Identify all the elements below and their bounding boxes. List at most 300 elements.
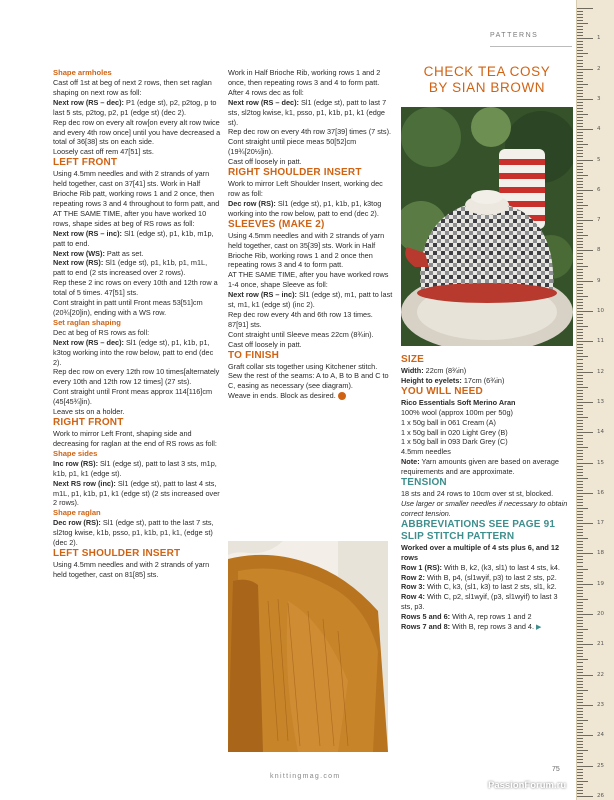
- ruler-tick: [577, 284, 583, 285]
- ruler-tick: [577, 435, 583, 436]
- ruler-tick: [577, 717, 583, 718]
- ruler-tick: [577, 302, 583, 303]
- ruler-label: 5: [597, 156, 601, 163]
- ruler-tick: [577, 684, 583, 685]
- ruler-tick: [577, 720, 588, 721]
- ruler-tick: [577, 505, 583, 506]
- ruler-tick: [577, 126, 583, 127]
- ruler-tick: [577, 459, 583, 460]
- ruler-tick: [577, 714, 583, 715]
- ruler-tick: [577, 463, 593, 464]
- slip-row-7: Rows 7 and 8: With B, rep rows 3 and 4. ▶: [401, 622, 542, 632]
- ruler-tick: [577, 147, 583, 148]
- ruler-tick: [577, 87, 583, 88]
- ruler-tick: [577, 153, 583, 154]
- ruler-tick: [577, 44, 583, 45]
- tea-cosy-illustration: [401, 107, 573, 346]
- ruler-label: 8: [597, 247, 601, 254]
- ruler-tick: [577, 635, 583, 636]
- title-line-2: BY SIAN BROWN: [428, 80, 546, 95]
- ruler-tick: [577, 766, 593, 767]
- ruler-tick: [577, 323, 583, 324]
- ruler-tick: [577, 662, 583, 663]
- ruler-tick: [577, 596, 583, 597]
- heading-tension: TENSION: [401, 477, 447, 489]
- ruler-tick: [577, 484, 583, 485]
- ruler-label: 2: [597, 65, 601, 72]
- ruler-tick: [577, 759, 583, 760]
- slip-row-4: Row 4: With C, p2, sl1wyif, (p3, sl1wyif) to last 3 sts, p3.: [401, 592, 558, 612]
- sleeves-text-2: AT THE SAME TIME, after you have worked rows 1-4 once, shape Sleeve as foll:: [228, 270, 389, 290]
- ruler-tick: [577, 93, 583, 94]
- ruler-label: 4: [597, 126, 601, 133]
- ruler-tick: [577, 508, 588, 509]
- ruler-tick: [577, 366, 583, 367]
- ruler-tick: [577, 253, 583, 254]
- heading-size: SIZE: [401, 354, 425, 365]
- left-front-text-1: Using 4.5mm needles and with 2 strands of yarn held together, cast on 37[41] sts. Work in Half Brioche Rib patt, working rows 1 and 2 once, then repeating rows 3 and 4 throughout to form patt, and AT THE SAME TIME, after you have worked 10 rows, shape sides at beg of RS rows as foll:: [53, 169, 220, 228]
- ruler-tick: [577, 466, 583, 467]
- ruler-tick: [577, 641, 583, 642]
- sweater-illustration: [228, 541, 388, 752]
- ruler-tick: [577, 699, 583, 700]
- ruler-tick: [577, 350, 583, 351]
- tea-cosy-photo: [401, 107, 573, 346]
- ruler-tick: [577, 669, 583, 670]
- armholes-text-3: Rep dec row on every alt row[on every alt row twice and every 4th row once] until you have decreased a total of 36[38] sts on each side.: [53, 117, 221, 147]
- ruler-tick: [577, 172, 583, 173]
- col2-text-6: Cast off loosely in patt.: [228, 157, 302, 167]
- ruler-tick: [577, 678, 583, 679]
- ruler-tick: [577, 184, 583, 185]
- ruler-tick: [577, 590, 583, 591]
- ruler-tick: [577, 335, 583, 336]
- ruler-tick: [577, 50, 583, 51]
- ruler-label: 13: [597, 398, 604, 405]
- ruler-tick: [577, 550, 583, 551]
- ruler-tick: [577, 602, 583, 603]
- ruler-tick: [577, 617, 583, 618]
- ruler-tick: [577, 417, 588, 418]
- ruler-tick: [577, 587, 583, 588]
- right-front-text-4: Dec row (RS): Sl1 (edge st), patt to the last 7 sts, sl2tog kwise, k1b, psso, p1, k1b, p1, k1, (edge st) (dec 2).: [53, 518, 214, 548]
- ruler-tick: [577, 269, 583, 270]
- ruler-tick: [577, 744, 583, 745]
- ruler-tick: [577, 784, 583, 785]
- sleeves-text-4: Rep dec row every 4th and 6th row 13 times. 87[91] sts.: [228, 309, 373, 329]
- ruler-tick: [577, 244, 583, 245]
- ruler-tick: [577, 735, 593, 736]
- slip-row-2: Row 2: With B, p4, (sl1wyif, p3) to last 2 sts, p2.: [401, 572, 557, 582]
- ruler-tick: [577, 166, 583, 167]
- ruler-tick: [577, 487, 583, 488]
- col2-text-1: Work in Half Brioche Rib, working rows 1 and 2 once, then repeating rows 3 and 4 to form patt.: [228, 68, 381, 87]
- ruler-label: 21: [597, 641, 604, 648]
- measuring-ruler: [576, 0, 614, 800]
- ruler-tick: [577, 117, 583, 118]
- ruler-tick: [577, 538, 588, 539]
- ruler-tick: [577, 644, 593, 645]
- ruler-tick: [577, 96, 583, 97]
- ruler-tick: [577, 259, 583, 260]
- ruler-tick: [577, 178, 583, 179]
- ruler-tick: [577, 384, 583, 385]
- ruler-tick: [577, 559, 583, 560]
- ruler-tick: [577, 20, 583, 21]
- ruler-label: 24: [597, 732, 604, 739]
- ruler-label: 14: [597, 429, 604, 436]
- ruler-tick: [577, 150, 583, 151]
- ruler-tick: [577, 387, 588, 388]
- sleeves-text-6: Cast off loosely in patt.: [228, 339, 302, 349]
- ruler-tick: [577, 99, 593, 100]
- ruler-tick: [577, 705, 593, 706]
- sleeves-text-5: Cont straight until Sleeve meas 22cm (8¾in).: [228, 329, 374, 339]
- ruler-tick: [577, 208, 583, 209]
- slip-row-5: Rows 5 and 6: With A, rep rows 1 and 2: [401, 612, 532, 622]
- ruler-tick: [577, 532, 583, 533]
- ruler-tick: [577, 529, 583, 530]
- ruler-tick: [577, 378, 583, 379]
- ruler-tick: [577, 241, 583, 242]
- ruler-tick: [577, 181, 583, 182]
- ruler-tick: [577, 772, 583, 773]
- right-front-text-2: Inc row (RS): Sl1 (edge st), patt to last 3 sts, m1p, k1b, p1, k1 (edge st).: [53, 458, 217, 478]
- right-front-text-1: Work to mirror Left Front, shaping side and decreasing for raglan at the end of RS rows as foll:: [53, 429, 217, 448]
- ruler-tick: [577, 320, 583, 321]
- ruler-tick: [577, 196, 583, 197]
- ruler-tick: [577, 520, 583, 521]
- slip-row-3: Row 3: With C, k3, (sl1, k3) to last 2 sts, sl1, k2.: [401, 582, 557, 592]
- continue-arrow-icon[interactable]: ▶: [536, 624, 542, 632]
- ruler-tick: [577, 69, 593, 70]
- ruler-tick: [577, 402, 593, 403]
- ruler-tick: [577, 523, 593, 524]
- ruler-tick: [577, 599, 588, 600]
- sweater-photo: [228, 541, 388, 752]
- ruler-tick: [577, 229, 583, 230]
- ruler-tick: [577, 102, 583, 103]
- ruler-tick: [577, 614, 593, 615]
- ruler-tick: [577, 275, 583, 276]
- ruler-tick: [577, 111, 583, 112]
- ruler-tick: [577, 426, 583, 427]
- ruler-tick: [577, 478, 588, 479]
- ruler-label: 3: [597, 95, 601, 102]
- ruler-tick: [577, 762, 583, 763]
- ruler-tick: [577, 356, 588, 357]
- col2-text-4: Rep dec row on every 4th row 37[39] times (7 sts).: [228, 127, 392, 137]
- ruler-tick: [577, 66, 583, 67]
- ruler-tick: [577, 266, 588, 267]
- left-front-text-8: Next row (RS – dec): Sl1 (edge st), p1, k1b, p1, k3tog working into the row below, patt to end (dec 2).: [53, 337, 214, 367]
- ruler-tick: [577, 556, 583, 557]
- ruler-tick: [577, 341, 593, 342]
- ruler-tick: [577, 553, 593, 554]
- heading-slip-stitch: SLIP STITCH PATTERN: [401, 530, 515, 542]
- ruler-tick: [577, 138, 583, 139]
- need-text-5: 4.5mm needles: [401, 447, 451, 457]
- ruler-label: 7: [597, 217, 601, 224]
- ruler-tick: [577, 629, 588, 630]
- ruler-tick: [577, 408, 583, 409]
- tension-text-1: 18 sts and 24 rows to 10cm over st st, blocked.: [401, 489, 554, 499]
- ruler-label: 20: [597, 611, 604, 617]
- ruler-tick: [577, 326, 588, 327]
- ruler-tick: [577, 790, 583, 791]
- ruler-tick: [577, 163, 583, 164]
- ruler-tick: [577, 702, 583, 703]
- ruler-tick: [577, 672, 583, 673]
- ruler-tick: [577, 499, 583, 500]
- yarn-ball-icon: [338, 392, 346, 400]
- ruler-tick: [577, 687, 583, 688]
- left-front-text-9: Rep dec row on every 12th row 10 times[alternately every 10th and 12th row 12 times] (27 sts).: [53, 367, 220, 387]
- ruler-tick: [577, 541, 583, 542]
- ruler-tick: [577, 193, 583, 194]
- ruler-tick: [577, 344, 583, 345]
- ruler-tick: [577, 681, 583, 682]
- ruler-label: 25: [597, 762, 604, 769]
- ruler-label: 19: [597, 580, 604, 587]
- ruler-label: 26: [597, 792, 604, 799]
- ruler-tick: [577, 787, 583, 788]
- ruler-tick: [577, 190, 593, 191]
- ruler-tick: [577, 511, 583, 512]
- slip-text-1: Worked over a multiple of 4 sts plus 6, and 12 rows: [401, 542, 560, 562]
- ruler-tick: [577, 72, 583, 73]
- ruler-tick: [577, 256, 583, 257]
- ruler-tick: [577, 626, 583, 627]
- need-text-2: 1 x 50g ball in 061 Cream (A): [401, 417, 496, 427]
- ruler-tick: [577, 393, 583, 394]
- ruler-tick: [577, 272, 583, 273]
- heading-to-finish: TO FINISH: [228, 349, 280, 361]
- ruler-tick: [577, 496, 583, 497]
- ruler-tick: [577, 650, 583, 651]
- title-line-1: CHECK TEA COSY: [423, 64, 551, 79]
- ruler-label: 12: [597, 368, 604, 375]
- ruler-tick: [577, 114, 588, 115]
- ruler-tick: [577, 756, 583, 757]
- ruler-tick: [577, 347, 583, 348]
- ruler-tick: [577, 526, 583, 527]
- ruler-tick: [577, 475, 583, 476]
- ruler-tick: [577, 81, 583, 82]
- ruler-tick: [577, 562, 583, 563]
- ruler-tick: [577, 214, 583, 215]
- ruler-tick: [577, 41, 583, 42]
- ruler-tick: [577, 78, 583, 79]
- ruler-tick: [577, 169, 583, 170]
- left-front-text-7: Dec at beg of RS rows as foll:: [53, 327, 150, 337]
- armholes-text-4: Loosely cast off rem 47[51] sts.: [53, 147, 154, 157]
- ruler-tick: [577, 338, 583, 339]
- ruler-tick: [577, 53, 588, 54]
- ruler-tick: [577, 160, 593, 161]
- left-front-text-11: Leave sts on a holder.: [53, 407, 125, 417]
- ruler-tick: [577, 217, 583, 218]
- ruler-tick: [577, 608, 583, 609]
- ruler-tick: [577, 572, 583, 573]
- ruler-tick: [577, 535, 583, 536]
- left-shoulder-text-1: Using 4.5mm needles and with 2 strands of yarn held together, cast on 81[85] sts.: [53, 560, 210, 579]
- sleeves-text-3: Next row (RS – inc): Sl1 (edge st), m1, patt to last st, m1, k1 (edge st) (inc 2).: [228, 290, 393, 310]
- ruler-tick: [577, 611, 583, 612]
- watermark: PassionForum.ru: [488, 780, 567, 791]
- ruler-tick: [577, 363, 583, 364]
- ruler-tick: [577, 369, 583, 370]
- ruler-tick: [577, 493, 593, 494]
- ruler-tick: [577, 396, 583, 397]
- pattern-title: [401, 64, 573, 96]
- ruler-tick: [577, 711, 583, 712]
- ruler-tick: [577, 775, 583, 776]
- ruler-tick: [577, 769, 583, 770]
- ruler-tick: [577, 156, 583, 157]
- col2-text-5: Cont straight until piece meas 50[52]cm (19¾[20½]in).: [228, 137, 357, 157]
- ruler-label: 9: [597, 277, 601, 284]
- ruler-tick: [577, 432, 593, 433]
- ruler-tick: [577, 632, 583, 633]
- ruler-label: 16: [597, 489, 604, 496]
- ruler-tick: [577, 490, 583, 491]
- heading-shape-armholes: Shape armholes: [53, 68, 112, 77]
- left-front-text-10: Cont straight until Front meas approx 114[116]cm (45[45¾]in).: [53, 387, 213, 407]
- ruler-tick: [577, 441, 583, 442]
- ruler-tick: [577, 372, 593, 373]
- ruler-tick: [577, 723, 583, 724]
- ruler-tick: [577, 60, 583, 61]
- column-1: [53, 68, 221, 580]
- ruler-tick: [577, 411, 583, 412]
- heading-left-shoulder: LEFT SHOULDER INSERT: [53, 548, 181, 560]
- ruler-tick: [577, 447, 588, 448]
- heading-left-front: LEFT FRONT: [53, 157, 118, 169]
- ruler-tick: [577, 593, 583, 594]
- ruler-tick: [577, 84, 588, 85]
- finish-text-1: Graft collar sts together using Kitchener stitch. Sew the rest of the seams: A to A, B to B and C to C, easing as necessary (see diagram).: [228, 361, 389, 391]
- heading-right-shoulder: RIGHT SHOULDER INSERT: [228, 167, 362, 179]
- ruler-tick: [577, 290, 583, 291]
- ruler-tick: [577, 329, 583, 330]
- ruler-tick: [577, 175, 588, 176]
- ruler-tick: [577, 708, 583, 709]
- ruler-tick: [577, 205, 588, 206]
- col2-text-3: Next row (RS – dec): Sl1 (edge st), patt to last 7 sts, sl2tog kwise, k1, psso, p1, k1b, p1, k1 (edge st).: [228, 97, 387, 127]
- ruler-tick: [577, 129, 593, 130]
- ruler-tick: [577, 778, 583, 779]
- ruler-tick: [577, 793, 583, 794]
- ruler-tick: [577, 278, 583, 279]
- ruler-tick: [577, 750, 588, 751]
- ruler-tick: [577, 132, 583, 133]
- ruler-tick: [577, 450, 583, 451]
- ruler-tick: [577, 472, 583, 473]
- ruler-tick: [577, 399, 583, 400]
- ruler-tick: [577, 247, 583, 248]
- heading-right-front: RIGHT FRONT: [53, 417, 124, 428]
- ruler-label: 22: [597, 671, 604, 678]
- ruler-tick: [577, 238, 583, 239]
- footer-site: knittingmag.com: [270, 773, 341, 780]
- ruler-tick: [577, 623, 583, 624]
- ruler-tick: [577, 796, 593, 797]
- ruler-tick: [577, 32, 583, 33]
- ruler-tick: [577, 517, 583, 518]
- size-height: Height to eyelets: 17cm (6¾in): [401, 375, 505, 385]
- need-text-4: 1 x 50g ball in 093 Dark Grey (C): [401, 437, 508, 447]
- ruler-label: 17: [597, 520, 604, 527]
- ruler-tick: [577, 653, 583, 654]
- ruler-tick: [577, 17, 583, 18]
- ruler-label: 11: [597, 338, 604, 345]
- ruler-tick: [577, 423, 583, 424]
- ruler-tick: [577, 359, 583, 360]
- ruler-label: 10: [597, 308, 604, 314]
- ruler-tick: [577, 296, 588, 297]
- ruler-tick: [577, 90, 583, 91]
- size-width: Width: 22cm (8¾in): [401, 366, 467, 375]
- ruler-tick: [577, 47, 583, 48]
- ruler-tick: [577, 675, 593, 676]
- ruler-tick: [577, 35, 583, 36]
- ruler-tick: [577, 647, 583, 648]
- ruler-tick: [577, 202, 583, 203]
- ruler-tick: [577, 199, 583, 200]
- slip-row-1: Row 1 (RS): With B, k2, (k3, sl1) to last 4 sts, k4.: [401, 562, 560, 572]
- ruler-tick: [577, 729, 583, 730]
- ruler-tick: [577, 105, 583, 106]
- ruler-tick: [577, 38, 593, 39]
- ruler-tick: [577, 732, 583, 733]
- armholes-text-2: Next row (RS – dec): P1 (edge st), p2, p2tog, p to last 5 sts, p2tog, p2, p1 (edge st) (dec 2).: [53, 97, 217, 117]
- ruler-tick: [577, 8, 593, 9]
- ruler-tick: [577, 656, 583, 657]
- ruler-tick: [577, 75, 583, 76]
- ruler-tick: [577, 456, 583, 457]
- ruler-tick: [577, 305, 583, 306]
- finish-text-2: Weave in ends. Block as desired.: [228, 391, 393, 401]
- ruler-tick: [577, 332, 583, 333]
- ruler-tick: [577, 123, 583, 124]
- ruler-label: 23: [597, 701, 604, 708]
- ruler-tick: [577, 390, 583, 391]
- ruler-tick: [577, 666, 583, 667]
- subheading-shape-sides: Shape sides: [53, 448, 98, 458]
- ruler-label: 18: [597, 550, 604, 557]
- heading-sleeves: SLEEVES (MAKE 2): [228, 218, 325, 230]
- ruler-tick: [577, 375, 583, 376]
- ruler-tick: [577, 405, 583, 406]
- ruler-tick: [577, 120, 583, 121]
- ruler-tick: [577, 314, 583, 315]
- ruler-label: 1: [597, 35, 601, 42]
- ruler-tick: [577, 311, 593, 312]
- ruler-tick: [577, 220, 593, 221]
- ruler-tick: [577, 135, 583, 136]
- ruler-tick: [577, 741, 583, 742]
- ruler-tick: [577, 605, 583, 606]
- section-header: [490, 24, 572, 47]
- ruler-tick: [577, 753, 583, 754]
- ruler-tick: [577, 353, 583, 354]
- ruler-label: 15: [597, 459, 604, 466]
- ruler-tick: [577, 502, 583, 503]
- ruler-tick: [577, 108, 583, 109]
- need-note: Note: Yarn amounts given are based on average requirements and are approximate.: [401, 457, 559, 477]
- ruler-tick: [577, 429, 583, 430]
